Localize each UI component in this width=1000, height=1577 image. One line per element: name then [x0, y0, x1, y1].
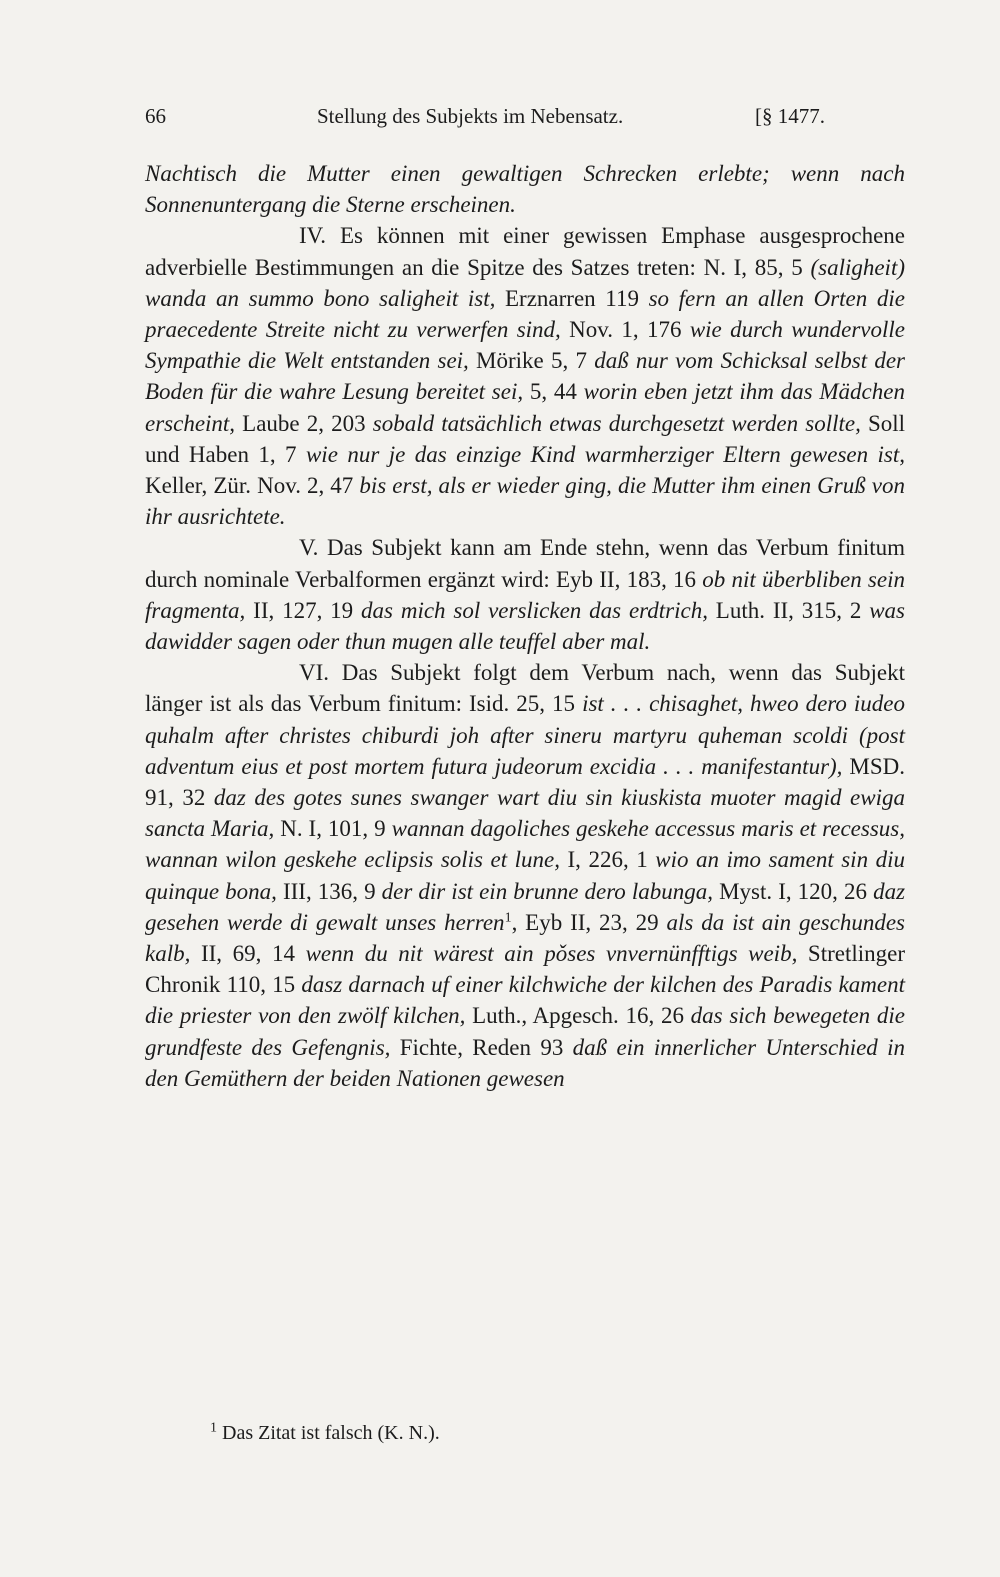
citation-text: Fichte, Reden 93 — [390, 1034, 573, 1060]
body-text — [145, 158, 905, 1094]
citation-text: I, 226, 1 — [560, 847, 656, 873]
citation-text: Nov. 1, 176 — [560, 317, 690, 343]
quotation-text: daz des gotes sunes swanger wart diu sin kiuskista muoter magid ewiga sancta Maria, — [145, 785, 905, 842]
citation-text: Luth. II, 315, 2 — [707, 597, 870, 623]
citation-text: Laube 2, 203 — [235, 410, 373, 436]
citation-text: N. I, 101, 9 — [274, 816, 392, 842]
citation-text: Keller, Zür. Nov. 2, 47 — [145, 473, 360, 499]
paragraph — [145, 532, 905, 657]
citation-text: Mörike 5, 7 — [468, 348, 595, 374]
citation-text: 5, 44 — [523, 379, 584, 405]
citation-text: II, 127, 19 — [245, 597, 362, 623]
citation-text: Myst. I, 120, 26 — [713, 878, 874, 904]
footnote — [210, 1420, 440, 1446]
citation-text: Erznarren 119 — [495, 285, 649, 311]
citation-text: MSD. 91, 32 — [145, 753, 905, 811]
section-reference: [§ 1477. — [755, 104, 825, 128]
quotation-text: wie durch wundervolle Sympathie die Welt entstanden sei, — [145, 317, 905, 374]
citation-text: II, 69, 14 — [190, 941, 306, 967]
paragraph — [145, 220, 905, 532]
quotation-text: wannan dagoliches geskehe accessus maris et recessus, wannan wilon geskehe eclipsis solis et lune, — [145, 816, 905, 873]
quotation-text: worin eben jetzt ihm das Mädchen erscheint, — [145, 379, 905, 436]
quotation-text: daz gesehen werde di gewalt unses herren — [145, 878, 906, 935]
quotation-text: wio an imo sament sin diu quinque bona, — [145, 847, 905, 904]
citation-text: Luth., Apgesch. 16, 26 — [465, 1003, 691, 1029]
citation-text: Stretlinger Chronik 110, 15 — [145, 941, 905, 998]
quotation-text: was dawidder sagen oder thun mugen alle teuffel aber mal. — [145, 597, 905, 655]
citation-text: IV. Es können mit einer gewissen Emphase ausgesprochene adverbielle Bestimmungen an die Spitze des Satzes treten: N. I, 85, 5 — [145, 223, 905, 280]
citation-text: V. Das Subjekt kann am Ende stehn, wenn das Verbum finitum durch nominale Verbalformen ergänzt wird: Eyb II, 183, 16 — [145, 535, 905, 592]
citation-text: III, 136, 9 — [276, 878, 382, 904]
quotation-text: der dir ist ein brunne dero labunga, — [381, 878, 714, 904]
quotation-text: das mich sol verslicken das erdtrich, — [361, 597, 708, 623]
quotation-text: als da ist ain geschundes kalb, — [145, 909, 905, 967]
quotation-text: ist . . . chisaghet, hweo dero iudeo quhalm after christes chiburdi joh after sineru martyru quheman scoldi (post adventum eius et post mortem futura judeorum excidia . . . manifestantur), — [145, 691, 905, 779]
running-title: Stellung des Subjekts im Nebensatz. — [317, 104, 624, 128]
footnote-marker: 1 — [210, 1420, 217, 1436]
quotation-text: ob nit überbliben sein fragmenta, — [145, 566, 905, 623]
quotation-text: das sich bewegeten die grundfeste des Gefengnis, — [145, 1003, 905, 1060]
quotation-text: wie nur je das einzige Kind warmherziger Eltern gewesen ist, — [305, 441, 906, 467]
paragraph — [145, 158, 905, 220]
quotation-text: daß nur vom Schicksal selbst der Boden für die wahre Lesung bereitet sei, — [145, 348, 905, 405]
quotation-text: dasz darnach uf einer kilchwiche der kilchen des Paradis kament die priester von den zwölf kilchen, — [145, 972, 905, 1029]
citation-text: VI. Das Subjekt folgt dem Verbum nach, wenn das Subjekt länger ist als das Verbum finitum: Isid. 25, 15 — [145, 660, 905, 717]
citation-text: Soll und Haben 1, 7 — [145, 410, 906, 467]
footnote-reference: 1 — [504, 910, 512, 926]
quotation-text: Nachtisch die Mutter einen gewaltigen Schrecken erlebte; wenn nach Sonnenuntergang die Sterne erscheinen. — [145, 161, 905, 218]
quotation-text: so fern an allen Orten die praecedente Streite nicht zu verwerfen sind, — [145, 285, 905, 343]
quotation-text: (saligheit) wanda an summo bono saligheit ist, — [145, 254, 905, 311]
quotation-text: wenn du nit wärest ain pǒses vnvernünfftigs weib, — [305, 941, 798, 967]
quotation-text: sobald tatsächlich etwas durchgesetzt werden sollte, — [372, 410, 861, 436]
page-number: 66 — [145, 104, 166, 128]
citation-text: , Eyb II, 23, 29 — [511, 909, 667, 935]
paragraph — [145, 657, 905, 1094]
footnote-text: Das Zitat ist falsch (K. N.). — [217, 1422, 440, 1444]
quotation-text: daß ein innerlicher Unterschied in den Gemüthern der beiden Nationen gewesen — [145, 1034, 905, 1091]
quotation-text: bis erst, als er wieder ging, die Mutter ihm einen Gruß von ihr ausrichtete. — [145, 473, 905, 530]
